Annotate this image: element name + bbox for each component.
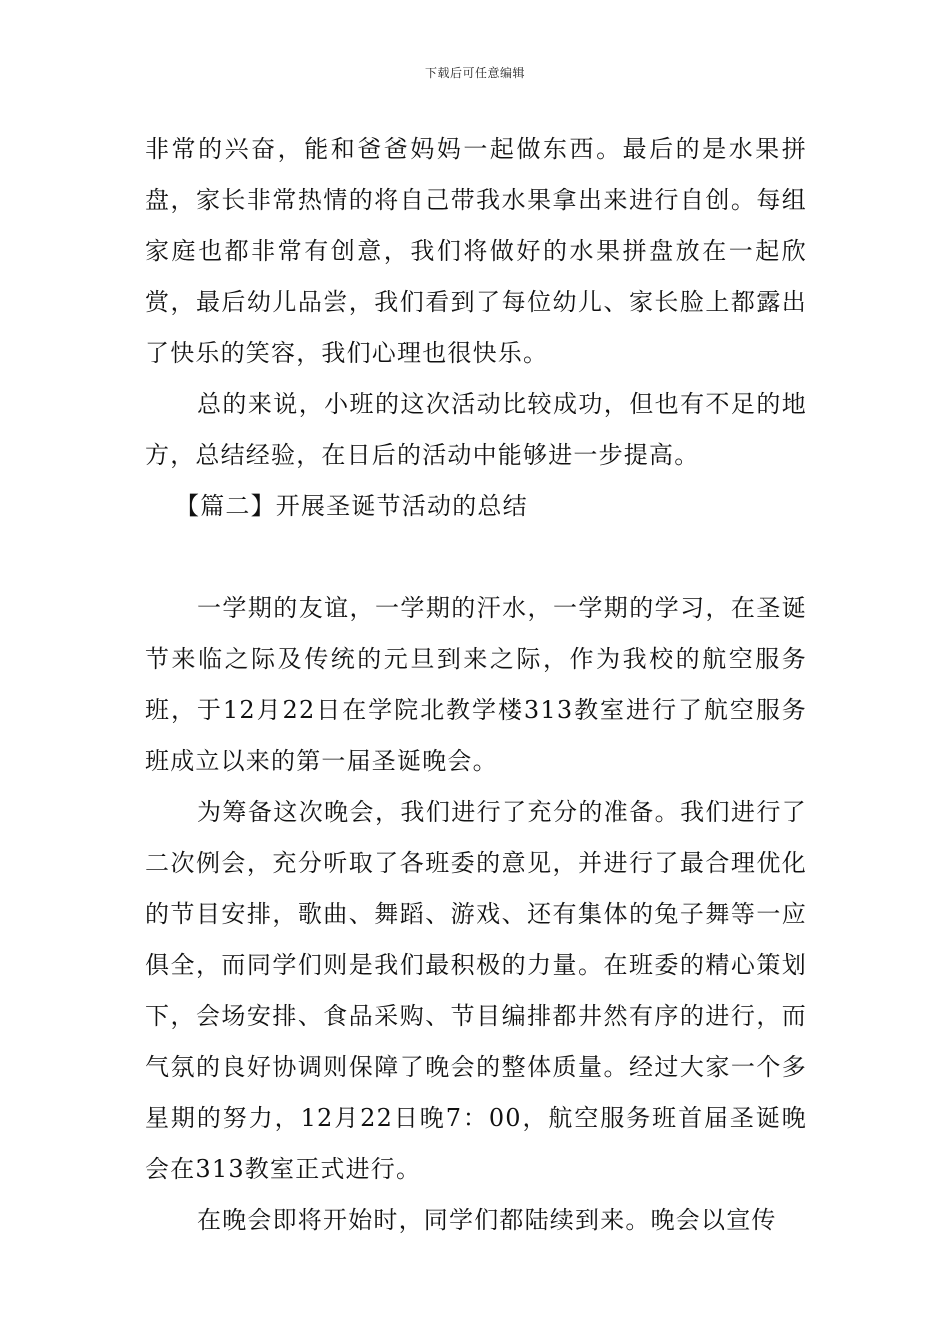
blank-line	[145, 532, 807, 583]
section-heading: 【篇二】开展圣诞节活动的总结	[175, 492, 528, 520]
document-body	[145, 124, 807, 1246]
paragraph-summary: 总的来说，小班的这次活动比较成功，但也有不足的地方，总结经验，在日后的活动中能够进一步提高。	[145, 390, 807, 469]
paragraph-continuation: 非常的兴奋，能和爸爸妈妈一起做东西。最后的是水果拼盘，家长非常热情的将自己带我水果拿出来进行自创。每组家庭也都非常有创意，我们将做好的水果拼盘放在一起欣赏，最后幼儿品尝，我们看到了每位幼儿、家长脸上都露出了快乐的笑容，我们心理也很快乐。	[145, 135, 807, 367]
paragraph-preparation: 为筹备这次晚会，我们进行了充分的准备。我们进行了二次例会，充分听取了各班委的意见，并进行了最合理优化的节目安排，歌曲、舞蹈、游戏、还有集体的兔子舞等一应俱全，而同学们则是我们最积极的力量。在班委的精心策划下，会场安排、食品采购、节目编排都井然有序的进行，而气氛的良好协调则保障了晚会的整体质量。经过大家一个多星期的努力，12月22日晚7：00，航空服务班首届圣诞晚会在313教室正式进行。	[145, 798, 807, 1183]
paragraph-opening: 在晚会即将开始时，同学们都陆续到来。晚会以宣传	[197, 1206, 777, 1234]
paragraph-intro: 一学期的友谊，一学期的汗水，一学期的学习，在圣诞节来临之际及传统的元旦到来之际，作为我校的航空服务班，于12月22日在学院北教学楼313教室进行了航空服务班成立以来的第一届圣诞晚会。	[145, 594, 807, 775]
page-header: 下载后可任意编辑	[424, 66, 525, 80]
